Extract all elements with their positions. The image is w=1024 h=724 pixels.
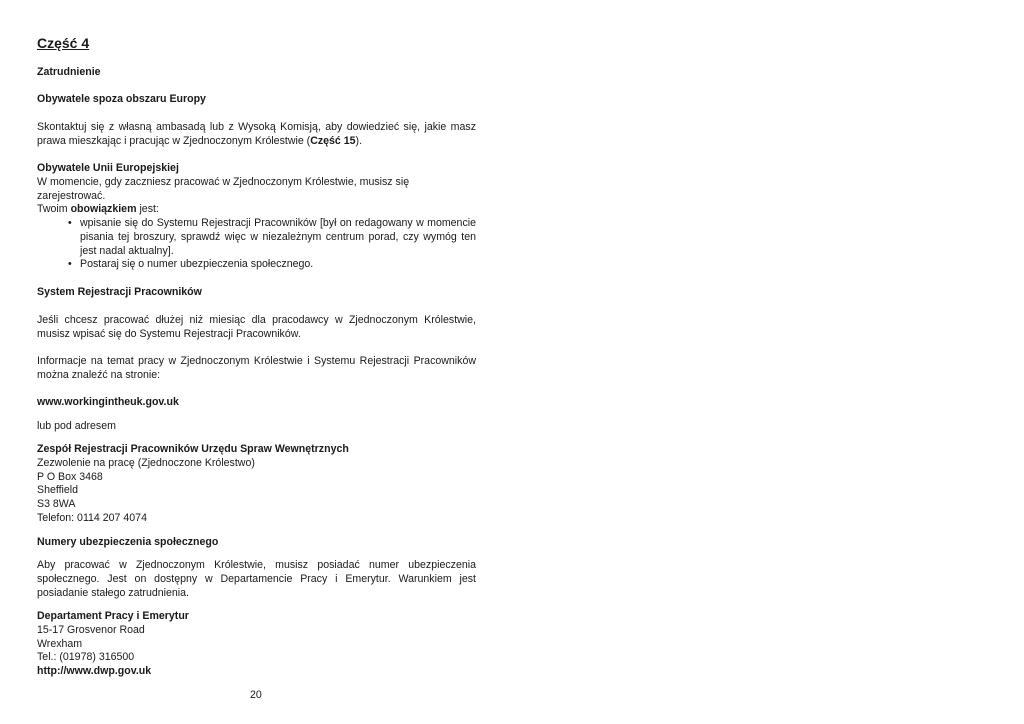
address-organization: Zespół Rejestracji Pracowników Urzędu Spraw Wewnętrznych (37, 443, 349, 455)
duties-intro-start: Twoim (37, 203, 71, 215)
ni-paragraph: Aby pracować w Zjednoczonym Królestwie, musisz posiadać numer ubezpieczenia społecznego. Jest on dostępny w Departamencie Pracy i Emerytur. Warunkiem jest posiadanie stałego zatrudnienia. (37, 559, 476, 599)
website-link[interactable]: www.workingintheuk.gov.uk (37, 396, 179, 408)
list-item-text: wpisanie się do Systemu Rejestracji Pracowników [był on redagowany w momencie pisania tej broszury, sprawdź więc w niezależnym centrum porad, czy wymóg ten jest nadal aktualny]. (80, 217, 476, 257)
wrs-heading: System Rejestracji Pracowników (37, 286, 202, 298)
eu-paragraph: W momencie, gdy zaczniesz pracować w Zjednoczonym Królestwie, musisz się zarejestrować. (37, 176, 410, 202)
duties-keyword: obowiązkiem (70, 203, 137, 215)
non-eu-paragraph (37, 121, 476, 149)
eu-heading: Obywatele Unii Europejskiej (37, 162, 179, 174)
duties-list (37, 217, 476, 272)
non-eu-text-start: Skontaktuj się z własną ambasadą lub z Wysoką Komisją, aby dowiedzieć się, jakie masz prawa mieszkając i pracując w Zjednoczonym Królestwie ( (37, 121, 476, 147)
bullet-icon: • (68, 217, 72, 229)
home-office-address (37, 443, 476, 526)
address-line: P O Box 3468 (37, 470, 103, 483)
page-title: Część 4 (37, 35, 90, 51)
dwp-website-link[interactable]: http://www.dwp.gov.uk (37, 665, 152, 678)
address-line: Sheffield (37, 484, 79, 497)
non-eu-heading: Obywatele spoza obszaru Europy (37, 93, 206, 105)
address-line: S3 8WA (37, 498, 76, 511)
ni-heading: Numery ubezpieczenia społecznego (37, 536, 219, 548)
phone-line: Telefon: 0114 207 4074 (37, 511, 147, 524)
bullet-icon: • (68, 258, 72, 271)
wrs-paragraph-1: Jeśli chcesz pracować dłużej niż miesiąc dla pracodawcy w Zjednoczonym Królestwie, musisz wpisać się do Systemu Rejestracji Pracowników. (37, 314, 476, 340)
list-item (37, 258, 476, 272)
duties-intro (37, 203, 476, 217)
list-item (37, 217, 476, 258)
section-reference: Część 15 (310, 134, 356, 147)
phone-line: Tel.: (01978) 316500 (37, 651, 135, 664)
list-item-text: Postaraj się o numer ubezpieczenia społecznego. (80, 258, 314, 271)
address-intro: lub pod adresem (37, 420, 116, 432)
address-line: Zezwolenie na pracę (Zjednoczone Królestwo) (37, 456, 255, 469)
address-line: Wrexham (37, 637, 83, 650)
duties-intro-end: jest: (136, 203, 159, 215)
non-eu-text-end: ). (355, 134, 363, 147)
employment-heading: Zatrudnienie (37, 66, 101, 78)
dwp-address (37, 610, 476, 679)
address-line: 15-17 Grosvenor Road (37, 623, 145, 636)
wrs-paragraph-2: Informacje na temat pracy w Zjednoczonym Królestwie i Systemu Rejestracji Pracowników można znaleźć na stronie: (37, 355, 476, 381)
page-number: 20 (250, 689, 262, 701)
address-organization: Departament Pracy i Emerytur (37, 610, 189, 622)
